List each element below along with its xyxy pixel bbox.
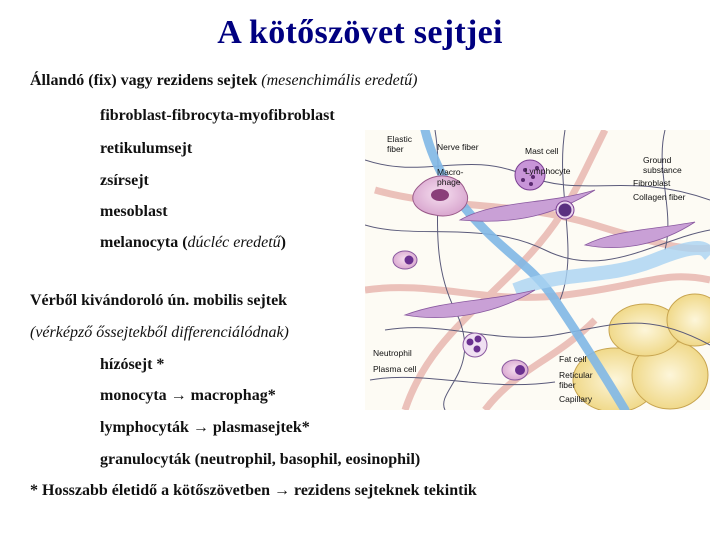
resident-origin-note: (mesenchimális eredetű)	[261, 72, 418, 89]
mobile-item-hizosejt: hízósejt *	[100, 356, 165, 373]
melanocyta-suffix: )	[280, 234, 286, 251]
label-capillary: Capillary	[559, 394, 593, 404]
resident-heading-line	[30, 72, 418, 90]
label-mast: Mast cell	[525, 146, 559, 156]
neutrophil	[463, 333, 487, 357]
label-ground-2: substance	[643, 165, 682, 175]
lymphocyte	[556, 201, 574, 219]
footnote: * Hosszabb életidő a kötőszövetben → rezidens sejteknek tekintik	[30, 482, 477, 499]
label-ground-1: Ground	[643, 155, 672, 165]
resident-item-retikulumsejt: retikulumsejt	[100, 140, 193, 157]
label-collagen: Collagen fiber	[633, 192, 686, 202]
mobile-heading: Vérből kivándoroló ún. mobilis sejtek	[30, 292, 288, 309]
melanocyta-prefix: melanocyta (	[100, 234, 188, 251]
label-fat: Fat cell	[559, 354, 587, 364]
label-neutrophil: Neutrophil	[373, 348, 412, 358]
resident-item-zsirsejt: zsírsejt	[100, 172, 149, 189]
mobile-origin-note	[30, 324, 289, 342]
resident-item-fibroblast: fibroblast-fibrocyta-myofibroblast	[100, 107, 335, 124]
label-lymphocyte: Lymphocyte	[525, 166, 571, 176]
label-reticular-1: Reticular	[559, 370, 593, 380]
label-reticular-2: fiber	[559, 380, 576, 390]
melanocyta-origin: dúcléc eredetű	[187, 234, 281, 251]
label-plasma: Plasma cell	[373, 364, 417, 374]
mobile-item-monocyta: monocyta → macrophag*	[100, 387, 276, 404]
label-macrophage-2: phage	[437, 177, 461, 187]
page-title: A kötőszövet sejtjei	[217, 14, 503, 51]
label-fibroblast: Fibroblast	[633, 178, 671, 188]
label-macrophage-1: Macro-	[437, 167, 464, 177]
connective-tissue-svg	[365, 130, 710, 410]
label-nerve: Nerve fiber	[437, 142, 479, 152]
mobile-origin-text: (vérképző őssejtekből differenciálódnak)	[30, 324, 289, 341]
label-elastic-2: fiber	[387, 144, 404, 154]
resident-heading: Állandó (fix) vagy rezidens sejtek	[30, 72, 258, 89]
label-elastic-1: Elastic	[387, 134, 413, 144]
mobile-item-lymphocyta: lymphocyták → plasmasejtek*	[100, 419, 310, 436]
connective-tissue-illustration	[365, 130, 710, 410]
resident-item-melanocyta	[100, 234, 286, 252]
resident-item-mesoblast: mesoblast	[100, 203, 168, 220]
mobile-item-granulocyta: granulocyták (neutrophil, basophil, eosinophil)	[100, 451, 421, 468]
